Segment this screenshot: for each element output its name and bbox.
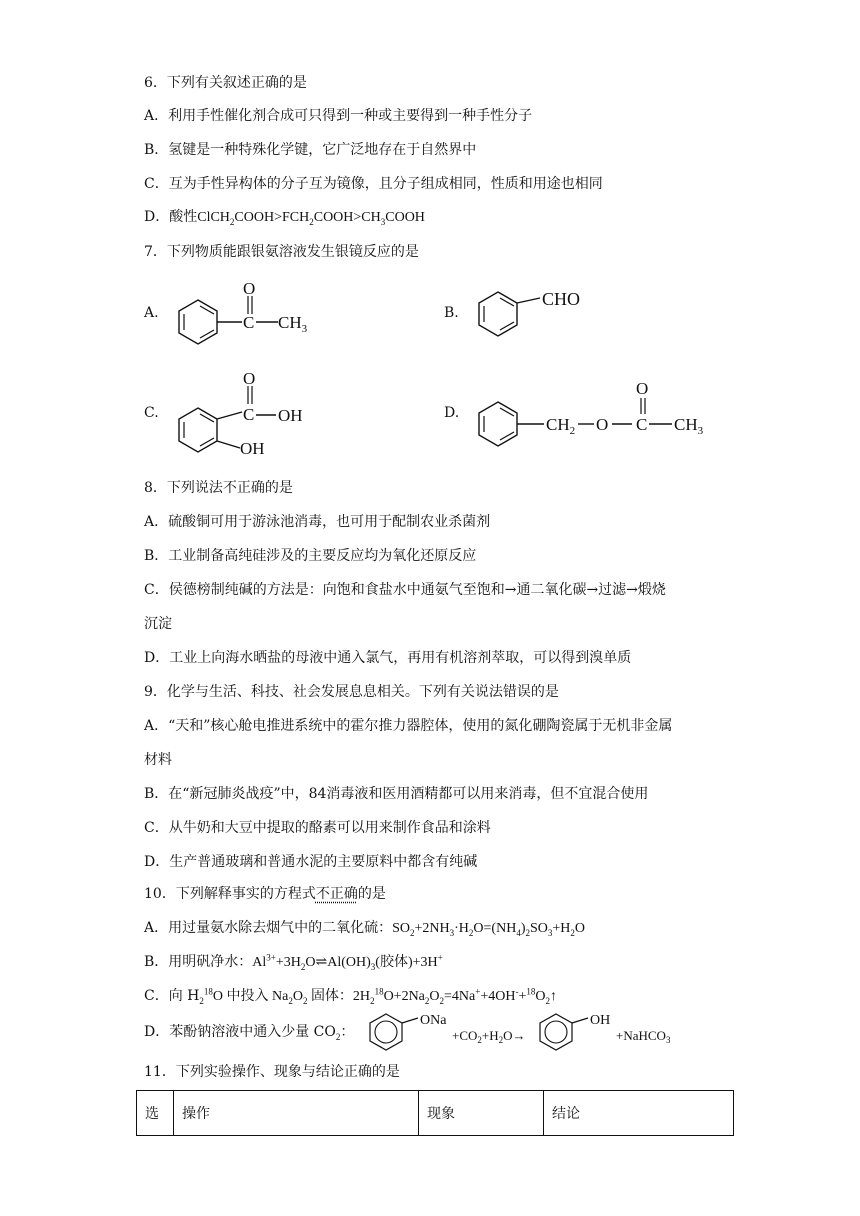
q7-label-a: A. <box>144 305 159 321</box>
svg-text:CH2: $CH_2$ <box>546 415 576 437</box>
q8-option-c-line1: C．侯德榜制纯碱的方法是：向饱和食盐水中通氨气至饱和→通二氧化碳→过滤→煅烧 <box>144 582 666 598</box>
svg-text:OH: OH <box>278 406 303 425</box>
svg-text:+NaHCO3: +NaHCO$_3$ <box>616 1028 671 1045</box>
svg-text:O: O <box>636 379 649 398</box>
q8-option-a: A．硫酸铜可用于游泳池消毒，也可用于配制农业杀菌剂 <box>144 514 491 530</box>
q9-stem: 9．化学与生活、科技、社会发展息息相关。下列有关说法错误的是 <box>144 684 559 700</box>
q7-stem: 7．下列物质能跟银氨溶液发生银镜反应的是 <box>144 244 419 260</box>
q9-option-a-line2: 材料 <box>144 752 172 768</box>
q7-label-d: D. <box>444 405 460 421</box>
q10-option-a: A．用过量氨水除去烟气中的二氧化硫：$SO_2+2NH_3\cdot H_2O=(NH_4)_2SO_3+H_2O$ <box>144 920 586 938</box>
acetophenone-structure <box>160 278 320 358</box>
svg-text:C: C <box>243 313 255 332</box>
table-header-cell: 选 <box>137 1091 174 1136</box>
q6-option-d-prefix: D．酸性 <box>144 209 198 225</box>
q9-option-a-line1: A．“天和”核心舱电推进系统中的霍尔推力器腔体，使用的氮化硼陶瓷属于无机非金属 <box>144 718 673 734</box>
q9-option-c: C．从牛奶和大豆中提取的酪素可以用来制作食品和涂料 <box>144 820 491 836</box>
svg-text:CHO: CHO <box>542 289 581 309</box>
q6-option-d: D．酸性$ClCH_2COOH>FCH_2COOH>CH_3COOH$ <box>144 209 425 227</box>
q10-option-d: D．苯酚钠溶液中通入少量 $CO_2$： <box>144 1024 355 1042</box>
svg-text:CH3: $CH_3$ <box>674 415 704 437</box>
salicylic-acid-structure <box>160 368 330 468</box>
benzyl-acetate-structure <box>460 378 720 458</box>
q8-option-c-line2: 沉淀 <box>144 616 172 632</box>
q7-label-c: C. <box>144 405 159 421</box>
q10-option-c: C．向 $H_2^{18}O$ 中投入 $Na_2O_2$ 固体：$2H_2^{18}O+2Na_2O_2=4Na^++4OH^-+^{18}O_2↑$ <box>144 986 557 1006</box>
svg-text:OH: OH <box>240 439 265 458</box>
svg-text:+CO2+H2O→: $+CO_2+H_2O\to$ <box>452 1028 526 1045</box>
q6-option-a: A．利用手性催化剂合成可只得到一种或主要得到一种手性分子 <box>144 108 533 124</box>
svg-text:OH: OH <box>590 1013 611 1028</box>
q8-option-b: B．工业制备高纯硅涉及的主要反应均为氧化还原反应 <box>144 548 477 564</box>
table-header-cell: 结论 <box>544 1091 734 1136</box>
phenol-reaction-equation <box>362 1008 692 1058</box>
svg-text:CH3: $CH_3$ <box>278 313 308 335</box>
q10-option-d-prefix: D．苯酚钠溶液中通入少量 CO <box>144 1024 336 1040</box>
q10-option-b: B．用明矾净水：$Al^{3+}+3H_2O\rightleftharpoons Al(OH)_3$(胶体)+3H+ <box>144 952 443 972</box>
q9-option-b: B．在“新冠肺炎战疫”中，84消毒液和医用酒精都可以用来消毒，但不宜混合使用 <box>144 786 649 802</box>
q9-option-d: D．生产普通玻璃和普通水泥的主要原料中都含有纯碱 <box>144 854 478 870</box>
q6-stem: 6．下列有关叙述正确的是 <box>144 75 307 91</box>
q6-option-c: C．互为手性异构体的分子互为镜像，且分子组成相同，性质和用途也相同 <box>144 176 603 192</box>
svg-text:ONa: ONa <box>420 1013 447 1028</box>
q10-stem-pre: 10．下列解释事实的方程式 <box>144 886 316 902</box>
q10-stem <box>144 884 386 904</box>
svg-text:O: O <box>596 415 609 434</box>
q10-stem-post: 的是 <box>357 886 386 902</box>
q10-option-a-prefix: A．用过量氨水除去烟气中的二氧化硫： <box>144 920 393 936</box>
q8-option-d: D．工业上向海水晒盐的母液中通入氯气，再用有机溶剂萃取，可以得到溴单质 <box>144 650 632 666</box>
table-row <box>137 1091 734 1136</box>
q10-option-c-prefix: C．向 H <box>144 988 200 1004</box>
q10-stem-emphasis: 不正确 <box>315 886 358 902</box>
q10-option-b-prefix: B．用明矾净水： <box>144 954 253 970</box>
svg-text:C: C <box>636 415 648 434</box>
q8-stem: 8．下列说法不正确的是 <box>144 480 293 496</box>
q11-stem: 11．下列实验操作、现象与结论正确的是 <box>144 1064 400 1080</box>
q11-table <box>136 1090 734 1136</box>
svg-text:O: O <box>243 279 256 298</box>
q6-option-b: B．氢键是一种特殊化学键，它广泛地存在于自然界中 <box>144 142 477 158</box>
q7-label-b: B. <box>444 305 459 321</box>
svg-text:O: O <box>243 369 256 388</box>
benzaldehyde-structure <box>460 278 600 358</box>
table-header-cell: 现象 <box>419 1091 544 1136</box>
table-header-cell: 操作 <box>174 1091 419 1136</box>
svg-text:C: C <box>243 405 255 424</box>
